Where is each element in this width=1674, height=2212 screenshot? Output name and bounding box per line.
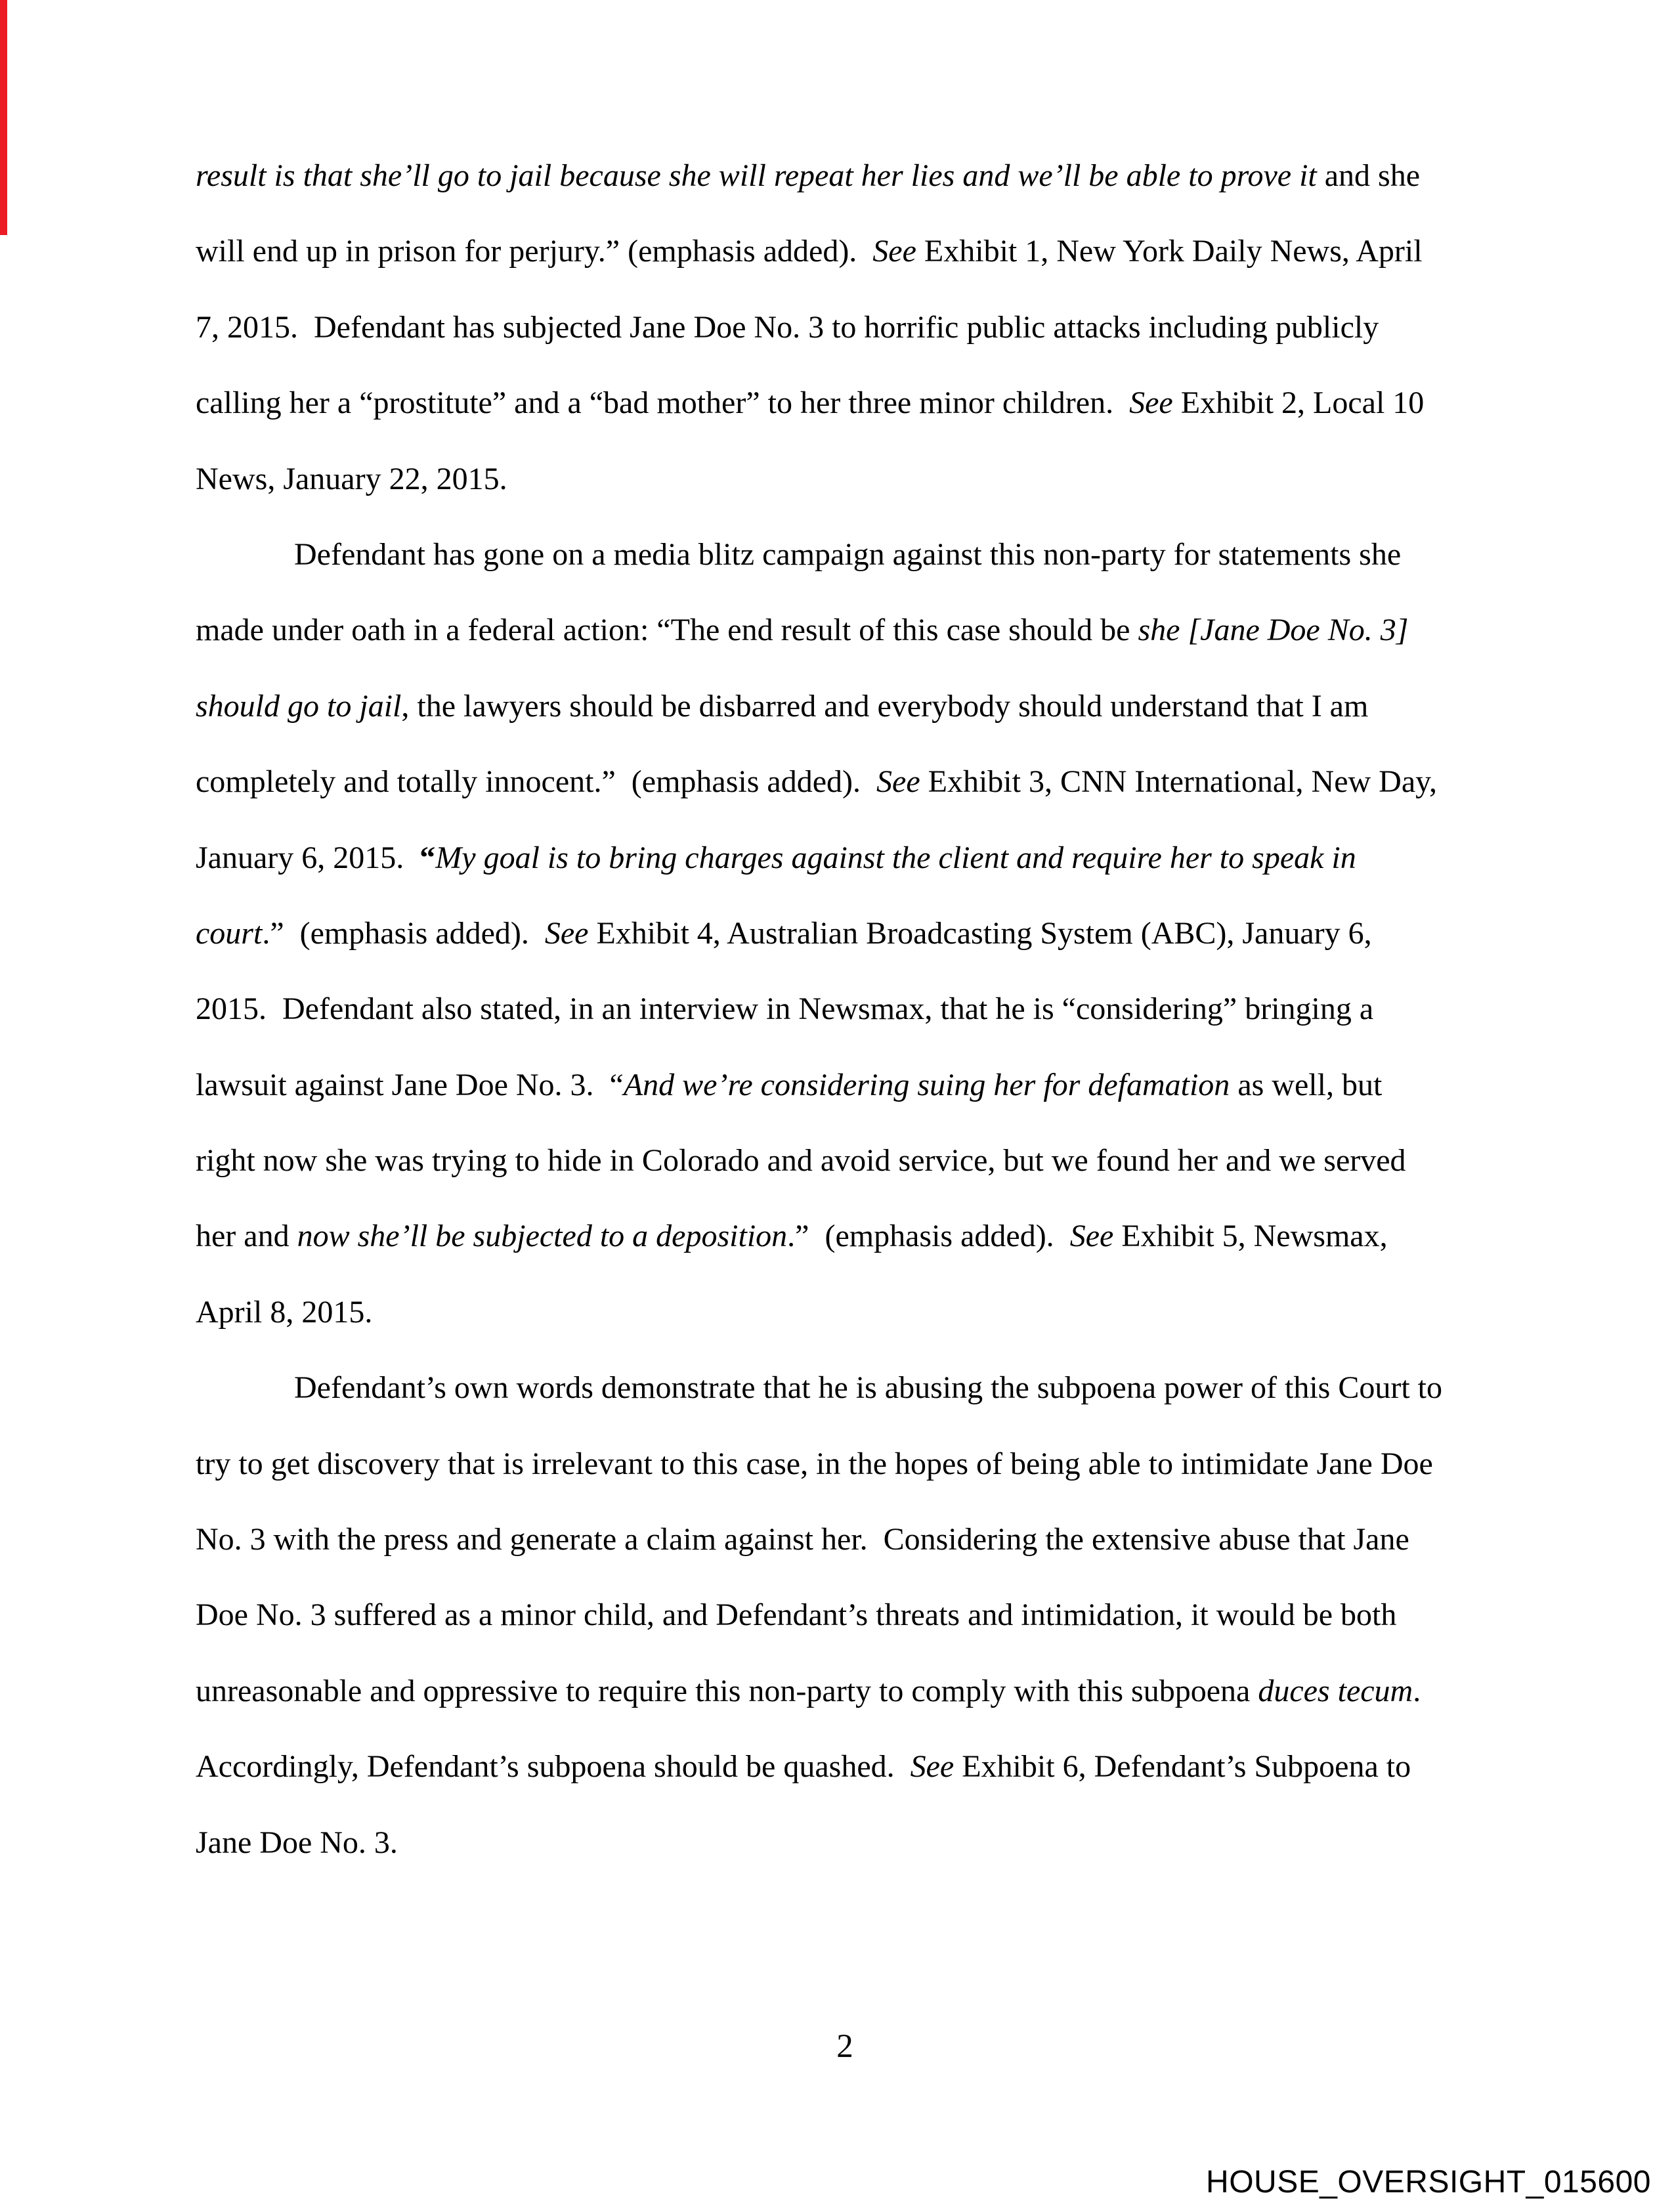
document-text [196,138,1518,1880]
text-segment: Jane Doe No. 3. [196,1825,398,1860]
text-segment: .” (emphasis added). [262,915,545,951]
text-segment: right now she was trying to hide in Colorado and avoid service, but we found her and we served [196,1143,1406,1179]
text-segment: Defendant has gone on a media blitz campaign against this non-party for statements she [294,536,1402,572]
text-line [196,365,1518,441]
text-segment: News, January 22, 2015. [196,461,507,496]
text-segment: will end up in prison for perjury.” (emphasis added). [196,234,873,269]
text-line [196,517,1518,592]
text-line [196,1426,1518,1502]
text-segment: unreasonable and oppressive to require this non-party to comply with this subpoena [196,1673,1258,1708]
text-line [196,441,1518,517]
text-segment: as well, but [1230,1067,1383,1102]
text-segment: should go to jail [196,688,402,724]
text-line [196,592,1518,668]
page-number: 2 [836,2028,853,2065]
text-segment: No. 3 with the press and generate a claim against her. Considering the extensive abuse that Jane [196,1522,1409,1557]
text-segment: Doe No. 3 suffered as a minor child, and Defendant’s threats and intimidation, it would be both [196,1597,1397,1633]
text-line [196,290,1518,365]
text-segment: Defendant’s own words demonstrate that he is abusing the subpoena power of this Court to [294,1370,1442,1406]
text-line [196,744,1518,819]
text-segment: See [872,234,916,269]
text-line [196,896,1518,971]
text-line [196,213,1518,289]
text-line [196,820,1518,896]
text-segment: See [910,1749,955,1785]
bates-number: HOUSE_OVERSIGHT_015600 [1206,2165,1651,2200]
text-line [196,1502,1518,1577]
text-line [196,668,1518,744]
text-segment: Exhibit 4, Australian Broadcasting System (ABC), January 6, [588,915,1372,951]
text-line [196,1577,1518,1653]
text-line [196,1198,1518,1274]
text-segment: .” (emphasis added). [787,1219,1070,1254]
text-line [196,1047,1518,1123]
text-segment: My goal is to bring charges against the client and require her to speak in [435,840,1356,875]
text-segment: Exhibit 2, Local 10 [1172,385,1425,421]
text-segment: See [876,764,920,800]
text-segment: January 6, 2015. [196,840,420,875]
text-segment: lawsuit against Jane Doe No. 3. “ [196,1067,624,1102]
text-line [196,971,1518,1047]
text-segment: now she’ll be subjected to a deposition [297,1219,788,1254]
text-segment: duces tecum [1258,1673,1413,1708]
text-segment: Exhibit 3, CNN International, New Day, [920,764,1438,800]
text-segment: 7, 2015. Defendant has subjected Jane Doe No. 3 to horrific public attacks including publicly [196,309,1379,345]
text-segment: . [1413,1673,1421,1708]
text-line [196,138,1518,213]
text-segment: Exhibit 1, New York Daily News, April [916,234,1423,269]
red-margin-stripe [0,0,7,235]
text-line [196,1653,1518,1729]
text-segment: made under oath in a federal action: “The end result of this case should be [196,613,1138,648]
text-segment: April 8, 2015. [196,1294,373,1330]
text-segment: See [1129,385,1173,421]
text-segment: she [Jane Doe No. 3] [1138,613,1409,648]
text-segment: 2015. Defendant also stated, in an interview in Newsmax, that he is “considering” bringing a [196,991,1374,1027]
text-line [196,1350,1518,1425]
text-segment: court [196,915,263,951]
text-segment: See [1069,1219,1114,1254]
text-segment: calling her a “prostitute” and a “bad mother” to her three minor children. [196,385,1130,421]
text-segment: Accordingly, Defendant’s subpoena should be quashed. [196,1749,911,1785]
text-segment: and she [1316,158,1421,193]
text-segment: See [544,915,589,951]
text-segment: try to get discovery that is irrelevant to this case, in the hopes of being able to intimidate Jane Doe [196,1446,1433,1481]
text-segment: Exhibit 6, Defendant’s Subpoena to [954,1749,1411,1785]
text-segment: , the lawyers should be disbarred and everybody should understand that I am [401,688,1369,724]
text-line [196,1805,1518,1880]
text-line [196,1123,1518,1198]
text-segment: result is that she’ll go to jail because she will repeat her lies and we’ll be able to prove it [196,158,1317,193]
text-line [196,1274,1518,1350]
text-segment: her and [196,1219,297,1254]
text-segment: completely and totally innocent.” (emphasis added). [196,764,877,800]
text-segment: And we’re considering suing her for defamation [623,1067,1230,1102]
text-segment: Exhibit 5, Newsmax, [1113,1219,1388,1254]
text-segment: “ [419,840,436,875]
text-line [196,1729,1518,1804]
